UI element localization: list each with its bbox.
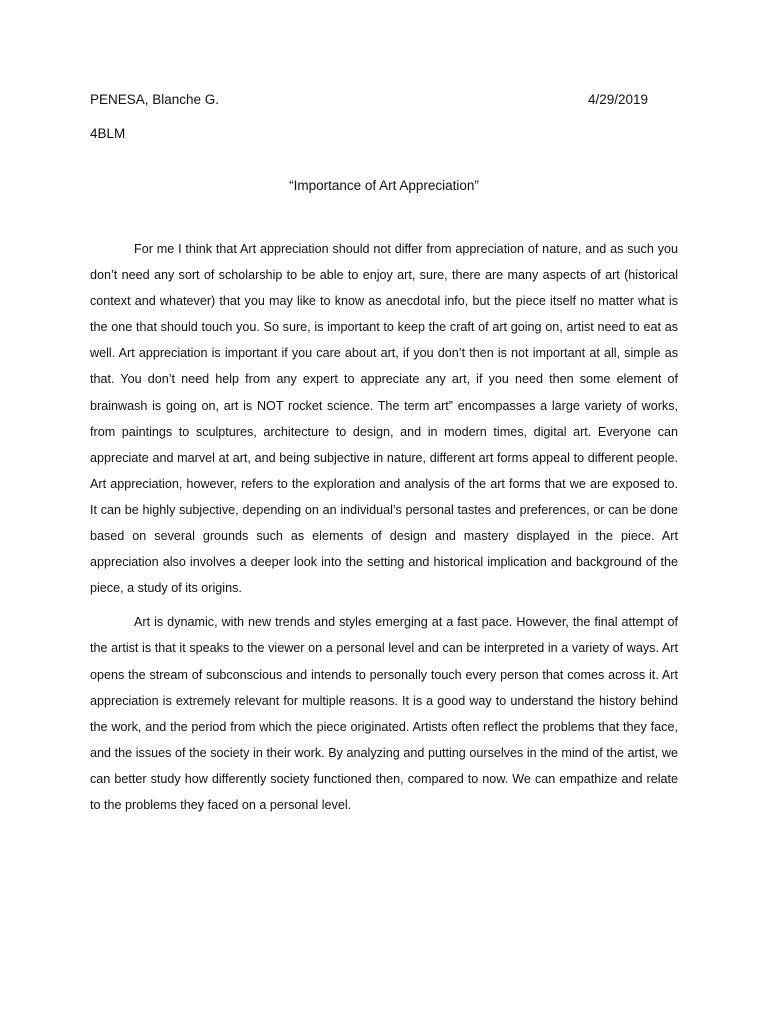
essay-body bbox=[90, 236, 678, 826]
document-header bbox=[90, 92, 648, 112]
class-section: 4BLM bbox=[90, 126, 126, 141]
essay-title: “Importance of Art Appreciation” bbox=[289, 178, 479, 193]
author-name: PENESA, Blanche G. bbox=[90, 92, 220, 107]
paragraph-2: Art is dynamic, with new trends and styles emerging at a fast pace. However, the final attempt of the artist is that it speaks to the viewer on a personal level and can be interpreted in a variety of ways. Art opens the stream of subconscious and intends to personally touch every person that comes across it. Art appreciation is extremely relevant for multiple reasons. It is a good way to understand the history behind the work, and the period from which the piece originated. Artists often reflect the problems that they face, and the issues of the society in their work. By analyzing and putting ourselves in the mind of the artist, we can better study how differently society functioned then, compared to now. We can empathize and relate to the problems they faced on a personal level. bbox=[90, 615, 678, 812]
document-date: 4/29/2019 bbox=[587, 92, 648, 107]
paragraph-1: For me I think that Art appreciation should not differ from appreciation of nature, and as such you don’t need any sort of scholarship to be able to enjoy art, sure, there are many aspects of art (historical context and whatever) that you may like to know as anecdotal info, but the piece itself no matter what is the one that should touch you. So sure, is important to keep the craft of art going on, artist need to eat as well. Art appreciation is important if you care about art, if you don’t then is not important at all, simple as that. You don’t need help from any expert to appreciate any art, if you need then some element of brainwash is going on, art is NOT rocket science. The term art” encompasses a large variety of works, from paintings to sculptures, architecture to design, and in modern times, digital art. Everyone can appreciate and marvel at art, and being subjective in nature, different art forms appeal to different people. Art appreciation, however, refers to the exploration and analysis of the art forms that we are exposed to. It can be highly subjective, depending on an individual’s personal tastes and preferences, or can be done based on several grounds such as elements of design and mastery displayed in the piece. Art appreciation also involves a deeper look into the setting and historical implication and background of the piece, a study of its origins. bbox=[90, 242, 678, 596]
